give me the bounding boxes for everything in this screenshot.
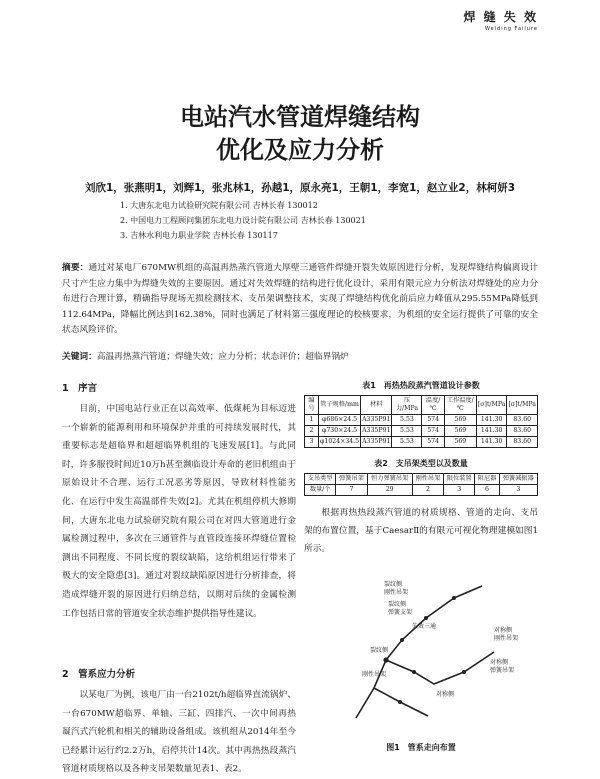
section-header-en: Welding Failure: [484, 26, 538, 32]
table-header-cell: 弹簧吊架: [336, 474, 367, 485]
figure-label: 刚性吊架: [494, 635, 519, 642]
figure-label: 刚性吊架: [384, 589, 409, 596]
figure-label: 刚性吊架: [362, 671, 387, 678]
figure-label: 裂纹侧: [384, 581, 403, 588]
table-header-cell: [σ]t/MPa: [507, 396, 538, 415]
table-cell: φ1024×34.5: [319, 437, 361, 448]
figure-label: 失效三通: [412, 623, 437, 630]
table-header-cell: 刚性吊架: [412, 474, 443, 485]
figure-label: 弹簧吊架: [490, 667, 515, 674]
affiliation: 3. 吉林水利电力职业学院 吉林长春 130117: [120, 231, 278, 240]
table-cell: 3: [305, 437, 319, 448]
affiliation: 2. 中国电力工程顾问集团东北电力设计院有限公司 吉林长春 130021: [120, 216, 366, 225]
pipe-layout-figure: [304, 568, 538, 738]
table-1: [304, 395, 538, 448]
table-header-cell: 弹簧减振器: [499, 474, 537, 485]
table-cell: φ730×24.5: [319, 426, 361, 437]
table-cell: 141.30: [476, 437, 507, 448]
table-cell: 83.60: [507, 426, 538, 437]
section-header: [463, 8, 538, 32]
table-header-cell: 温度/℃: [422, 396, 444, 415]
table-row: [305, 426, 538, 437]
abstract: [62, 261, 538, 339]
keywords-text: 高温再热蒸汽管道；焊缝失效；应力分析；状态评价；超临界锅炉: [96, 352, 349, 362]
title-line-1: 电站汽水管道焊缝结构: [180, 103, 420, 131]
table-header-cell: 管子规格/mm: [319, 396, 361, 415]
table-header-cell: 阻尼器: [475, 474, 499, 485]
table-header-cell: 压力/MPa: [392, 396, 422, 415]
table-cell: 569: [444, 426, 476, 437]
figure-1-caption: 图1 管系走向布置: [386, 743, 456, 752]
title-line-2: 优化及应力分析: [216, 136, 384, 164]
right-column-paragraph: 根据再热热段蒸汽管道的材质规格、管道的走向、支吊架的布置位置，基于CaesarⅡ的有限元可视化物理建模如图1所示。: [304, 508, 538, 554]
keywords: [62, 350, 538, 362]
table-cell: 574: [422, 415, 444, 426]
abstract-label: 摘要：: [62, 263, 89, 273]
support-marker: [424, 616, 428, 620]
table-cell: 2: [305, 426, 319, 437]
table-cell: 5.53: [392, 426, 422, 437]
keywords-label: 关键词：: [62, 352, 97, 362]
table-cell: 2: [412, 485, 443, 496]
table-header-row: [305, 474, 538, 485]
table-header-cell: [σ]t/MPa: [476, 396, 507, 415]
table-header-cell: 工作温度/℃: [444, 396, 476, 415]
paper-title: [0, 101, 600, 167]
table-cell: 574: [422, 437, 444, 448]
table-cell: A335P91: [361, 415, 392, 426]
support-marker: [412, 670, 416, 674]
table-cell: 5.53: [392, 415, 422, 426]
figure-label: 裂纹侧: [370, 647, 389, 654]
table-cell: 569: [444, 437, 476, 448]
support-marker: [398, 700, 402, 704]
table-cell: 83.60: [507, 437, 538, 448]
table-cell: 83.60: [507, 415, 538, 426]
left-column: [62, 380, 296, 779]
table-cell: 数量/个: [305, 485, 336, 496]
figure-label: 裂纹侧: [388, 601, 407, 608]
table-header-cell: 支吊类型: [305, 474, 336, 485]
table-cell: 1: [305, 415, 319, 426]
table-2-caption: 表2 支吊架类型以及数量: [374, 459, 468, 468]
table-cell: 6: [475, 485, 499, 496]
abstract-text: 通过对某电厂670MW机组的高温再热蒸汽管道大厚壁三通管件焊缝开裂失效原因进行分析，发现焊缝结构偏离设计尺寸产生应力集中为焊缝失效的主要原因。通过对失效焊缝的结构进行优化设计，采用有限元应力分析法对焊缝处的应力分布进行合理计算，精确指导现场无损检测技术、支吊架调整技术，实现了焊缝结构优化前后应力峰值从295.55MPa降低到112.64MPa，降幅比例达到162.38%，同时也满足了材料第三强度理论的校核要求，为机组的安全运行提供了可靠的安全状态风险评价。: [62, 263, 538, 335]
figure-label: 对称侧: [494, 627, 513, 634]
section-2-paragraph: 以某电厂为例，该电厂由一台2102t/h超临界直流锅炉、一台670MW超临界、单轴、三缸、四排汽、一次中间再热凝汽式汽轮机和相关的辅助设备组成。该机组从2014年至今已经累计运行约2.2万h，启停共计14次。其中再热热段蒸汽管道材质规格以及各种支吊架数量见表1、表2。: [62, 690, 296, 775]
table-cell: A335P91: [361, 437, 392, 448]
figure-label: 对称侧: [490, 659, 509, 666]
support-marker: [400, 638, 404, 642]
figure-label: 弹簧支架: [388, 609, 413, 616]
table-2: [304, 473, 538, 496]
table-1-caption: 表1 再热热段蒸汽管道设计参数: [362, 381, 480, 390]
affiliation: 1. 大唐东北电力试验研究院有限公司 吉林长春 130012: [120, 201, 318, 210]
table-cell: φ686×24.5: [319, 415, 361, 426]
table-cell: 574: [422, 426, 444, 437]
table-header-cell: 编号: [305, 396, 319, 415]
pipe-segment: [386, 652, 494, 684]
section-2-heading: 2 管系应力分析: [62, 669, 136, 680]
table-cell: 569: [444, 415, 476, 426]
support-marker: [383, 657, 388, 662]
table-cell: 3: [499, 485, 537, 496]
table-cell: 29: [367, 485, 412, 496]
right-column: [304, 380, 538, 567]
table-cell: 7: [336, 485, 367, 496]
table-header-row: [305, 396, 538, 415]
table-row: [305, 437, 538, 448]
section-1-heading: 1 序言: [62, 383, 98, 394]
table-header-cell: 材料: [361, 396, 392, 415]
table-cell: 3: [444, 485, 475, 496]
table-cell: A335P91: [361, 426, 392, 437]
author-list: 刘欣1，张燕明1，刘辉1，张兆林1，孙越1，原永亮1，王朝1，李宽1，赵立业2，林柯妍3: [84, 182, 516, 194]
figure-label: 对称侧: [436, 691, 455, 698]
affiliations: [120, 198, 500, 243]
table-cell: 141.30: [476, 426, 507, 437]
table-header-cell: 恒力弹簧吊架: [367, 474, 412, 485]
support-marker: [452, 596, 456, 600]
section-header-zh: 焊 缝 失 效: [463, 10, 538, 24]
section-1-paragraph: 目前，中国电站行业正在以高效率、低煤耗为目标迈进一个崭新的能源利用和环境保护并重的可持续发展时代，其重要标志是超临界和超超临界机组的飞速发展[1]。与此同时，许多服役时间近10万h甚至濒临设计寿命的老旧机组由于原始设计不合理、运行工况恶劣等原因，导致材料性能劣化、在运行中发生高温部件失效[2]。尤其在机组停机大修期间，大唐东北电力试验研究院有限公司在对四大管道进行金属检测过程中，多次在三通管件与直管段连接环焊缝位置检测出不同程度、不同长度的裂纹缺陷，这给机组运行带来了极大的安全隐患[3]。通过对裂纹缺陷原因进行分析排查，将造成焊缝开裂的原因进行归纳总结，以期对后续的金属检测工作包括日常的管道安全状态维护提供指导性建议。: [62, 404, 296, 619]
table-row: [305, 485, 538, 496]
table-header-cell: 限位装置: [444, 474, 475, 485]
table-row: [305, 415, 538, 426]
support-marker: [462, 670, 466, 674]
table-cell: 5.53: [392, 437, 422, 448]
table-cell: 141.30: [476, 415, 507, 426]
